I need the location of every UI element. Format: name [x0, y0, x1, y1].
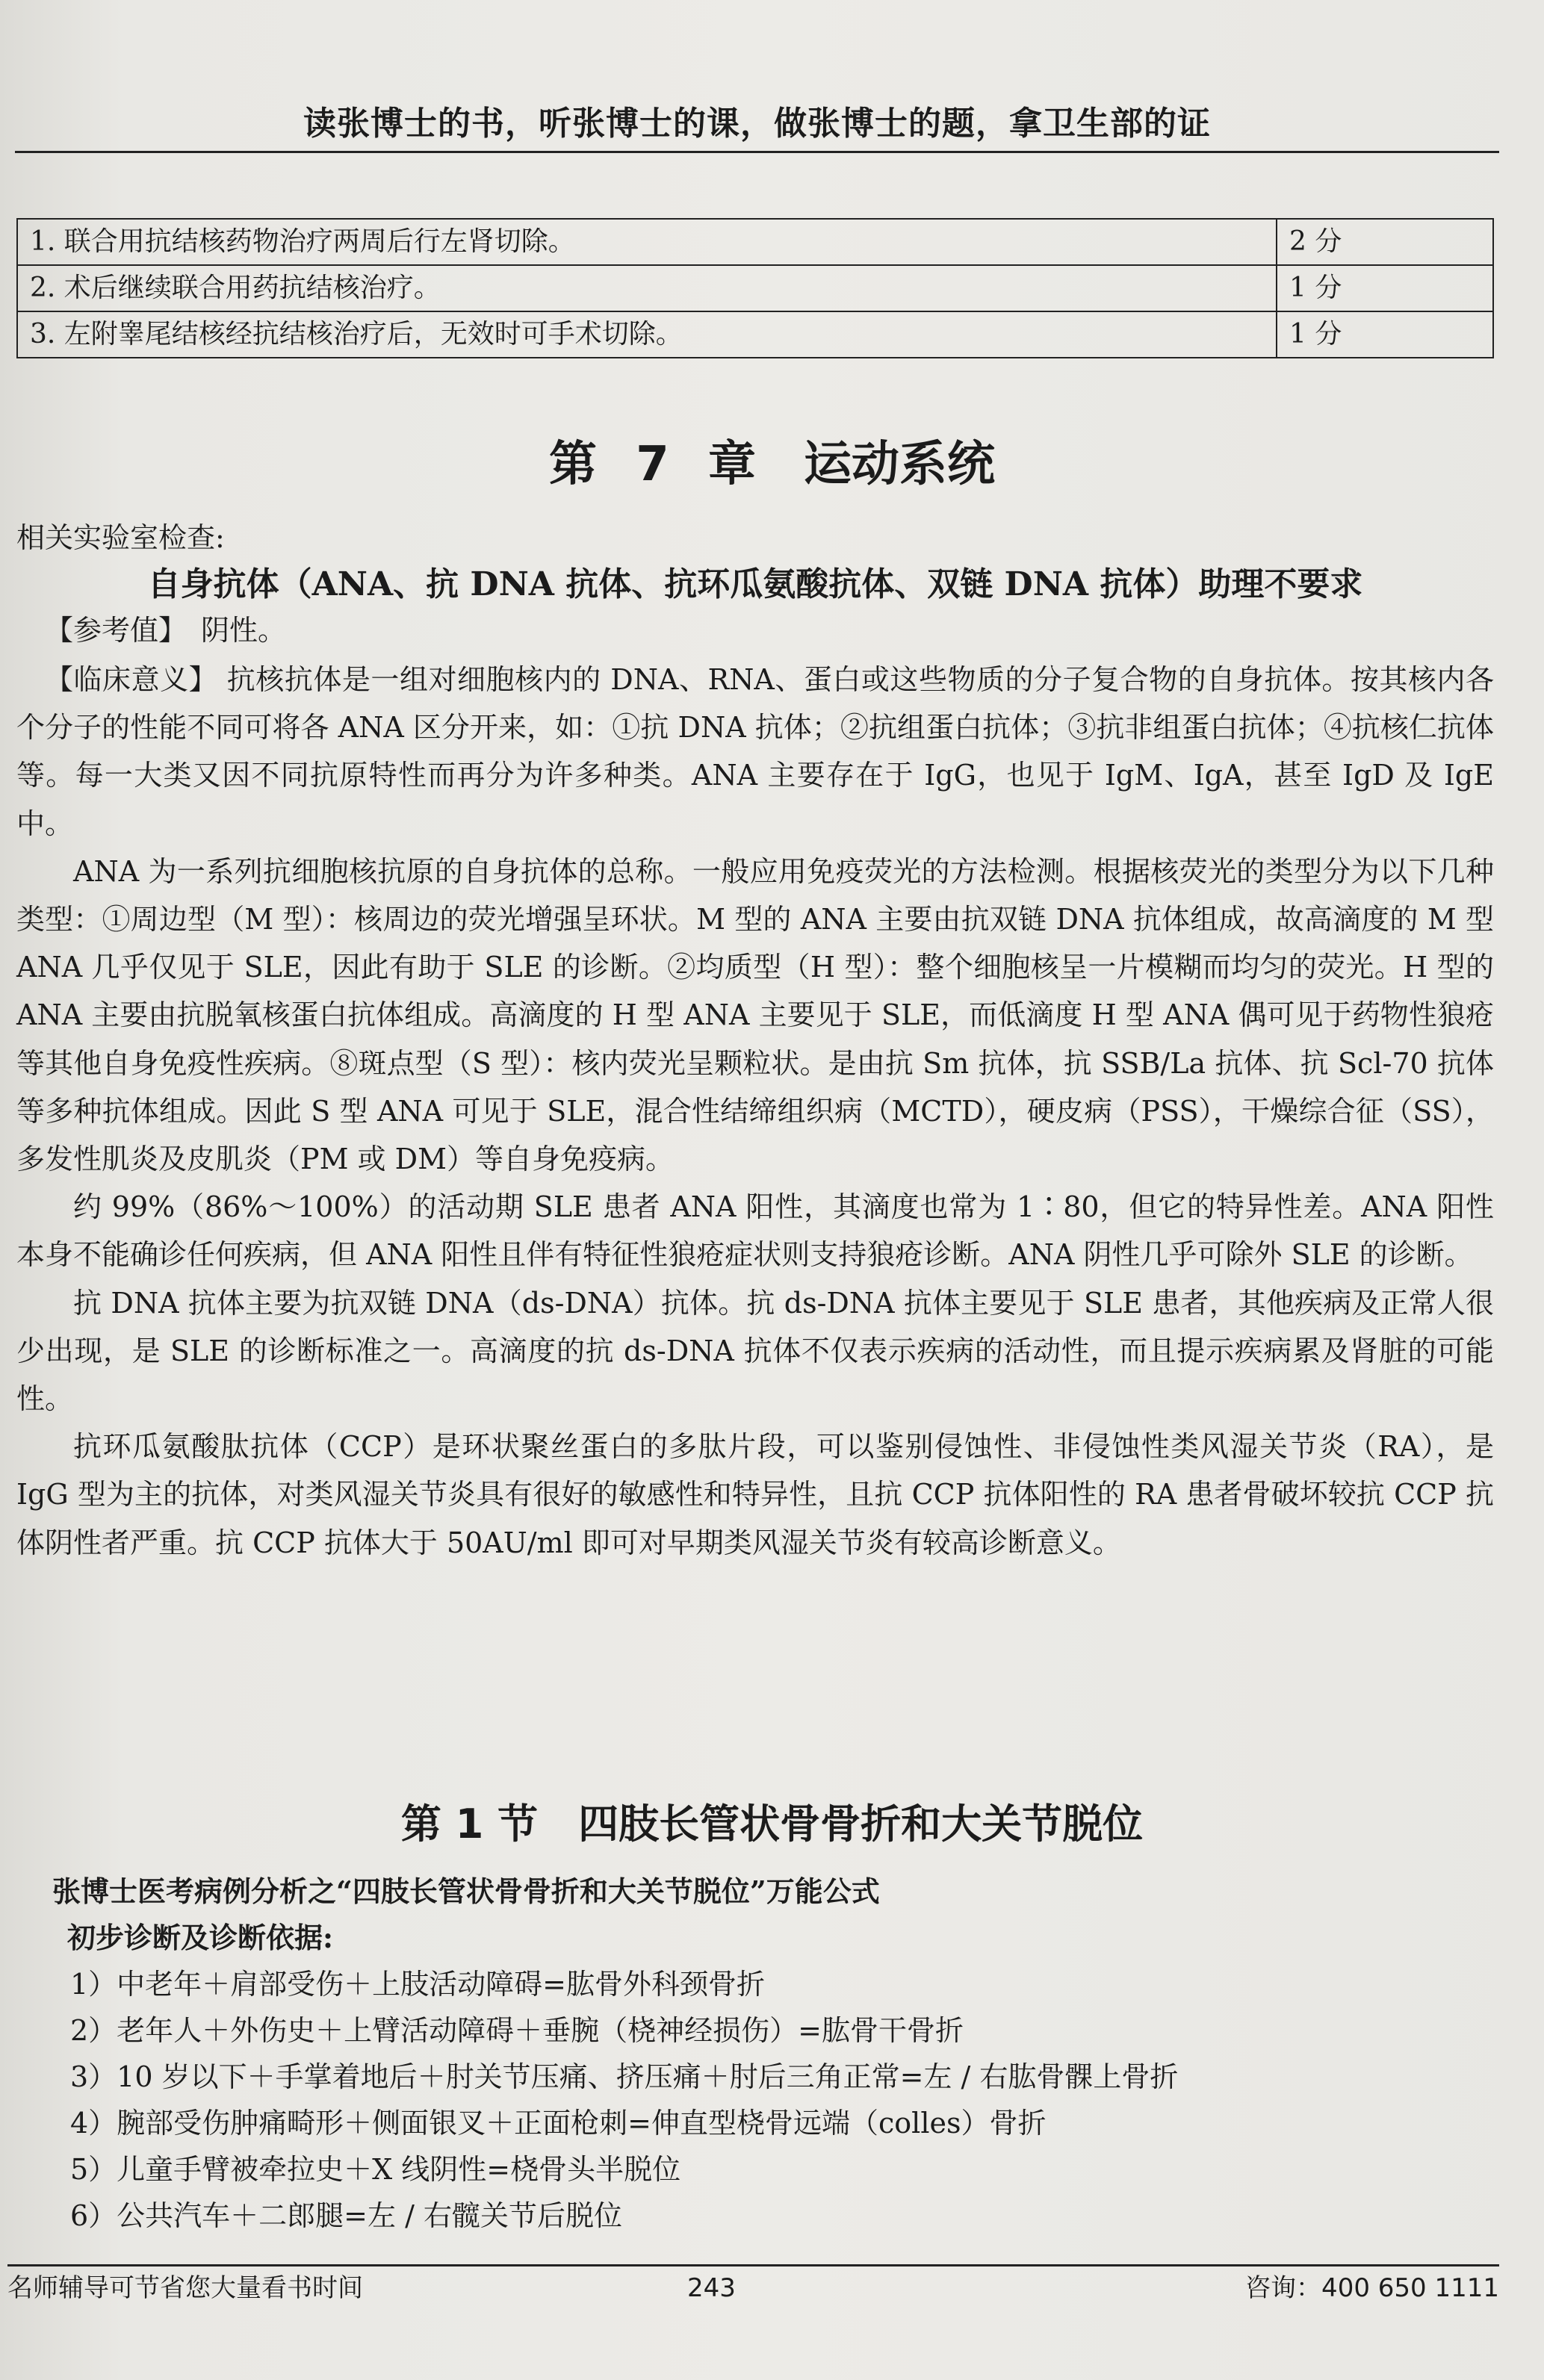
formula-subtitle: 初步诊断及诊断依据: — [67, 1921, 334, 1954]
footer-slogan: 名师辅导可节省您大量看书时间 — [7, 2273, 363, 2303]
table-row — [17, 311, 1493, 358]
list-item: 5）儿童手臂被牵拉史＋X 线阴性=桡骨头半脱位 — [70, 2153, 681, 2186]
paragraph: 【临床意义】 抗核抗体是一组对细胞核内的 DNA、RNA、蛋白或这些物质的分子复合物的自身抗体。按其核内各个分子的性能不同可将各 ANA 区分开来，如：①抗 DNA 抗体；②抗组蛋白抗体；③抗非组蛋白抗体；④抗核仁抗体等。每一大类又因不同抗原特性而再分为许多种类。ANA 主要存在于 IgG，也见于 IgM、IgA，甚至 IgD 及 IgE 中。 — [16, 663, 1494, 840]
list-item: 6）公共汽车＋二郎腿=左 / 右髋关节后脱位 — [70, 2199, 622, 2232]
paragraph: 抗环瓜氨酸肽抗体（CCP）是环状聚丝蛋白的多肽片段，可以鉴别侵蚀性、非侵蚀性类风湿关节炎（RA），是 IgG 型为主的抗体，对类风湿关节炎具有很好的敏感性和特异性，且抗 CCP 抗体阳性的 RA 患者骨破坏较抗 CCP 抗体阴性者严重。抗 CCP 抗体大于 50AU/ml 即可对早期类风湿关节炎有较高诊断意义。 — [16, 1430, 1494, 1559]
treatment-score-table — [16, 218, 1494, 358]
chapter-title: 第 7 章 运动系统 — [548, 437, 996, 492]
lab-label: 相关实验室检查: — [16, 521, 225, 554]
paragraph: 抗 DNA 抗体主要为抗双链 DNA（ds-DNA）抗体。抗 ds-DNA 抗体主要见于 SLE 患者，其他疾病及正常人很少出现，是 SLE 的诊断标准之一。高滴度的抗 ds-DNA 抗体不仅表示疾病的活动性，而且提示疾病累及肾脏的可能性。 — [16, 1286, 1494, 1416]
clinical-significance-text — [16, 656, 1494, 1567]
table-cell-score: 2 分 — [1277, 219, 1493, 265]
table-cell-text: 1. 联合用抗结核药物治疗两周后行左肾切除。 — [17, 219, 1277, 265]
list-item: 2）老年人＋外伤史＋上臂活动障碍＋垂腕（桡神经损伤）=肱骨干骨折 — [70, 2014, 964, 2047]
list-item: 1）中老年＋肩部受伤＋上肢活动障碍=肱骨外科颈骨折 — [70, 1968, 766, 2001]
paragraph: ANA 为一系列抗细胞核抗原的自身抗体的总称。一般应用免疫荧光的方法检测。根据核荧光的类型分为以下几种类型：①周边型（M 型）：核周边的荧光增强呈环状。M 型的 ANA 主要由抗双链 DNA 抗体组成，故高滴度的 M 型 ANA 几乎仅见于 SLE，因此有助于 SLE 的诊断。②均质型（H 型）：整个细胞核呈一片模糊而均匀的荧光。H 型的 ANA 主要由抗脱氧核蛋白抗体组成。高滴度的 H 型 ANA 主要见于 SLE，而低滴度 H 型 ANA 偶可见于药物性狼疮等其他自身免疫性疾病。⑧斑点型（S 型）：核内荧光呈颗粒状。是由抗 Sm 抗体，抗 SSB/La 抗体、抗 Scl-70 抗体等多种抗体组成。因此 S 型 ANA 可见于 SLE，混合性结缔组织病（MCTD），硬皮病（PSS），干燥综合征（SS），多发性肌炎及皮肌炎（PM 或 DM）等自身免疫病。 — [16, 854, 1494, 1176]
table-cell-text: 3. 左附睾尾结核经抗结核治疗后，无效时可手术切除。 — [17, 311, 1277, 358]
paragraph: 约 99%（86%～100%）的活动期 SLE 患者 ANA 阳性，其滴度也常为 1∶80，但它的特异性差。ANA 阳性本身不能确诊任何疾病，但 ANA 阳性且伴有特征性狼疮症状则支持狼疮诊断。ANA 阴性几乎可除外 SLE 的诊断。 — [16, 1190, 1494, 1272]
table-row — [17, 265, 1493, 311]
formula-block — [52, 1868, 1494, 2239]
footer-contact: 咨询：400 650 1111 — [1245, 2273, 1499, 2303]
subsection-title: 自身抗体（ANA、抗 DNA 抗体、抗环瓜氨酸抗体、双链 DNA 抗体）助理不要求 — [147, 565, 1363, 603]
list-item: 4）腕部受伤肿痛畸形＋侧面银叉＋正面枪刺=伸直型桡骨远端（colles）骨折 — [70, 2107, 1047, 2140]
table-row — [17, 219, 1493, 265]
section-title: 第 1 节 四肢长管状骨骨折和大关节脱位 — [400, 1800, 1144, 1848]
page-number: 243 — [687, 2273, 736, 2303]
running-header: 读张博士的书，听张博士的课，做张博士的题，拿卫生部的证 — [15, 97, 1499, 153]
table-cell-score: 1 分 — [1277, 265, 1493, 311]
reference-value: 【参考值】 阴性。 — [45, 614, 287, 647]
table-cell-score: 1 分 — [1277, 311, 1493, 358]
list-item: 3）10 岁以下＋手掌着地后＋肘关节压痛、挤压痛＋肘后三角正常=左 / 右肱骨髁上骨折 — [70, 2060, 1179, 2093]
page-footer — [7, 2264, 1499, 2311]
table-cell-text: 2. 术后继续联合用药抗结核治疗。 — [17, 265, 1277, 311]
formula-title: 张博士医考病例分析之“四肢长管状骨骨折和大关节脱位”万能公式 — [52, 1874, 880, 1908]
